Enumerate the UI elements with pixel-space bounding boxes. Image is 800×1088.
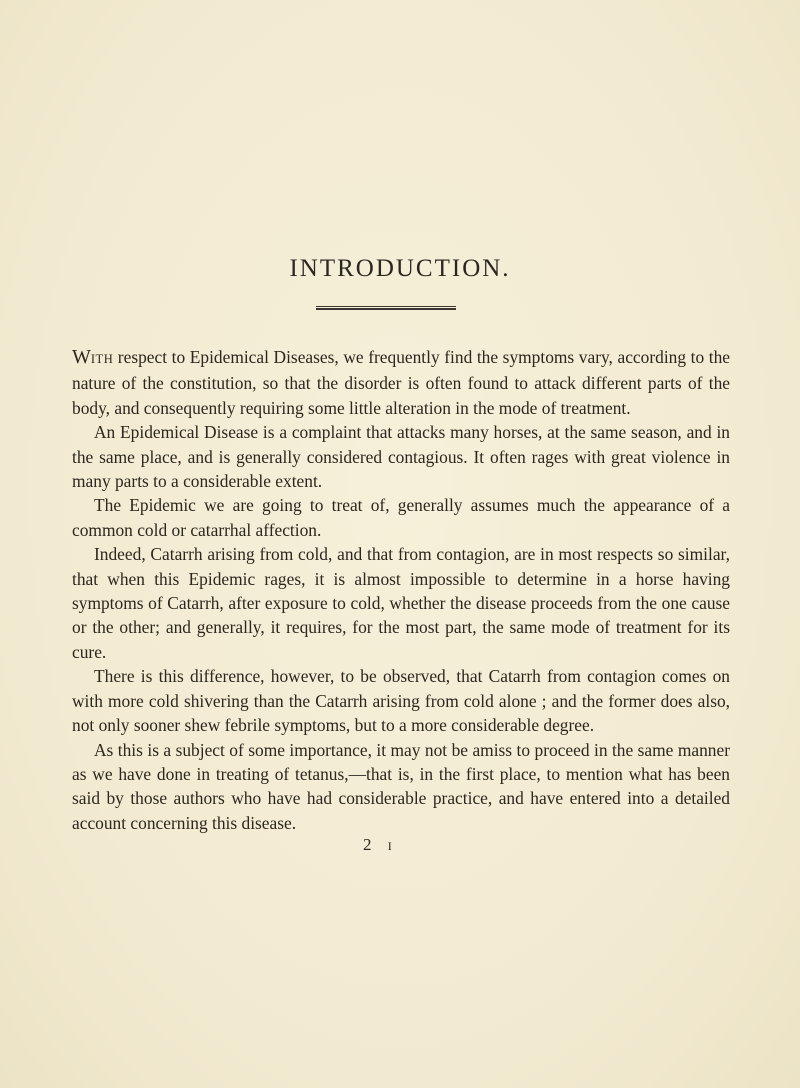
signature-number: 2 bbox=[363, 835, 378, 854]
initial-letter: W bbox=[72, 346, 91, 368]
body-text bbox=[72, 345, 730, 835]
signature-mark bbox=[363, 835, 398, 855]
page-title: INTRODUCTION. bbox=[289, 255, 511, 282]
paragraph-2: An Epidemical Disease is a complaint that attacks many horses, at the same season, and in the same place, and is generally considered contagious. It often rages with great violence in many parts to a considerable extent. bbox=[72, 422, 730, 492]
paragraph-4: Indeed, Catarrh arising from cold, and that from contagion, are in most respects so similar, that when this Epidemic rages, it is almost impossible to determine in a horse having symptoms of Catarrh, after exposure to cold, whether the disease proceeds from the one cause or the other; and generally, it requires, for the most part, the same mode of treatment for its cure. bbox=[72, 544, 730, 662]
paragraph-6: As this is a subject of some importance, it may not be amiss to proceed in the same manner as we have done in treating of tetanus,—that is, in the first place, to mention what has been said by those authors who have had considerable practice, and have entered into a detailed account concerning this disease. bbox=[72, 739, 730, 833]
paragraph-3: The Epidemic we are going to treat of, generally assumes much the appearance of a common cold or catarrhal affection. bbox=[72, 495, 730, 540]
paragraph-text: respect to Epidemical Diseases, we frequently find the symptoms vary, according to the nature of the constitution, so that the disorder is often found to attack different parts of the body, and consequently requiring some little alteration in the mode of treatment. bbox=[72, 347, 730, 418]
paragraph-5: There is this difference, however, to be observed, that Catarrh from contagion comes on with more cold shivering than the Catarrh arising from cold alone ; and the former does also, not only sooner shew febrile symptoms, but to a more considerable degree. bbox=[72, 666, 730, 736]
title-rule bbox=[316, 306, 456, 310]
signature-letter: I bbox=[387, 839, 398, 853]
small-caps-word: ITH bbox=[90, 352, 114, 366]
paragraph-1 bbox=[72, 345, 730, 420]
